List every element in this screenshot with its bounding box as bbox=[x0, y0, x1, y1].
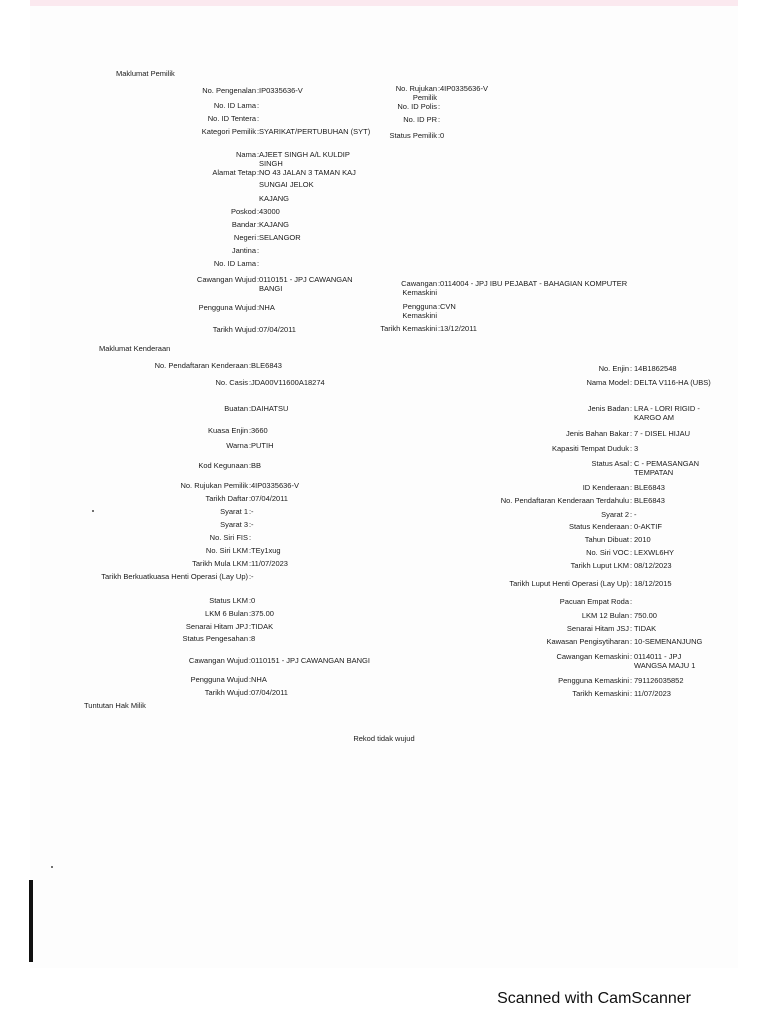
field-colon: : bbox=[438, 102, 441, 111]
field-label: Pacuan Empat Roda bbox=[559, 597, 629, 606]
field-colon: : bbox=[630, 444, 633, 453]
field-value: 10-SEMENANJUNG bbox=[634, 637, 703, 646]
field-label: No. ID Lama bbox=[213, 259, 256, 268]
field-colon: : bbox=[257, 207, 260, 216]
field-value: 375.00 bbox=[251, 609, 274, 618]
field-value: - bbox=[251, 572, 254, 581]
field-colon: : bbox=[249, 378, 252, 387]
section-claim-title: Tuntutan Hak Milik bbox=[84, 701, 146, 710]
field-label: No. Casis bbox=[215, 378, 248, 387]
field-label: Pengguna Wujud bbox=[198, 303, 256, 312]
field-colon: : bbox=[249, 441, 252, 450]
field-label: Kawasan Pengisytiharan bbox=[546, 637, 629, 646]
claim-message: Rekod tidak wujud bbox=[353, 734, 415, 743]
field-label: No. ID Lama bbox=[213, 101, 256, 110]
field-label: Syarat 1 bbox=[220, 507, 248, 516]
field-colon: : bbox=[249, 688, 252, 697]
field-colon: : bbox=[630, 611, 633, 620]
field-colon: : bbox=[630, 561, 633, 570]
field-colon: : bbox=[257, 325, 260, 334]
field-value: BLE6843 bbox=[634, 496, 665, 505]
field-label: Syarat 2 bbox=[601, 510, 629, 519]
field-label: Tarikh Mula LKM bbox=[192, 559, 248, 568]
field-label: No. ID Tentera bbox=[207, 114, 256, 123]
field-value: 4IP0335636-V bbox=[251, 481, 299, 490]
field-label: Jenis Bahan Bakar bbox=[566, 429, 629, 438]
field-colon: : bbox=[257, 86, 260, 95]
field-value: DELTA V116-HA (UBS) bbox=[634, 378, 711, 387]
field-value: 8 bbox=[251, 634, 256, 643]
field-colon: : bbox=[249, 596, 252, 605]
field-colon: : bbox=[630, 404, 633, 413]
field-value: 43000 bbox=[259, 207, 280, 216]
field-label: Tarikh Daftar bbox=[205, 494, 248, 503]
field-value: 0110151 - JPJ CAWANGAN BANGI bbox=[251, 656, 370, 665]
field-label: LKM 12 Bulan bbox=[581, 611, 629, 620]
field-colon: : bbox=[630, 496, 633, 505]
field-value: NO 43 JALAN 3 TAMAN KAJ bbox=[259, 168, 356, 177]
field-label: No. Rujukan Pemilik bbox=[395, 84, 437, 102]
field-label: Negeri bbox=[233, 233, 256, 242]
field-value: 18/12/2015 bbox=[634, 579, 672, 588]
field-value: DAIHATSU bbox=[251, 404, 289, 413]
field-label: No. Pendaftaran Kenderaan bbox=[154, 361, 248, 370]
camscanner-watermark: Scanned with CamScanner bbox=[497, 990, 691, 1007]
field-value: LRA - LORI RIGID - KARGO AM bbox=[634, 404, 700, 422]
field-colon: : bbox=[630, 548, 633, 557]
field-label: Tarikh Wujud bbox=[204, 688, 248, 697]
field-label: Pengguna Kemaskini bbox=[558, 676, 629, 685]
field-label: Cawangan Kemaskini bbox=[401, 279, 437, 297]
field-value: SELANGOR bbox=[259, 233, 301, 242]
field-value: 07/04/2011 bbox=[259, 325, 296, 334]
field-value: 07/04/2011 bbox=[251, 494, 288, 503]
field-value: AJEET SINGH A/L KULDIP SINGH bbox=[259, 150, 350, 168]
field-colon: : bbox=[630, 510, 633, 519]
field-colon: : bbox=[630, 597, 633, 606]
field-label: Tarikh Kemaskini bbox=[380, 324, 437, 333]
field-colon: : bbox=[630, 637, 633, 646]
field-value: BLE6843 bbox=[634, 483, 665, 492]
field-colon: : bbox=[249, 461, 252, 470]
field-colon: : bbox=[630, 535, 633, 544]
field-value: 08/12/2023 bbox=[634, 561, 672, 570]
field-value: TIDAK bbox=[634, 624, 657, 633]
field-label: Bandar bbox=[231, 220, 256, 229]
field-colon: : bbox=[249, 404, 252, 413]
field-value: BLE6843 bbox=[251, 361, 282, 370]
field-colon: : bbox=[630, 676, 633, 685]
field-label: Nama Model bbox=[586, 378, 629, 387]
field-colon: : bbox=[257, 303, 260, 312]
field-value: 0 bbox=[440, 131, 445, 140]
field-value: JDA00V11600A18274 bbox=[251, 378, 325, 387]
field-colon: : bbox=[438, 131, 441, 140]
field-value: BB bbox=[251, 461, 262, 470]
field-colon: : bbox=[630, 624, 633, 633]
field-value: SUNGAI JELOK bbox=[259, 180, 314, 189]
field-colon: : bbox=[630, 429, 633, 438]
field-colon: : bbox=[249, 675, 252, 684]
field-label: Pengguna Wujud bbox=[190, 675, 248, 684]
field-label: Tahun Dibuat bbox=[584, 535, 629, 544]
field-colon: : bbox=[630, 689, 633, 698]
field-label: Jantina bbox=[231, 246, 256, 255]
field-label: No. Pendaftaran Kenderaan Terdahulu bbox=[500, 496, 629, 505]
field-label: Kuasa Enjin bbox=[207, 426, 248, 435]
field-label: Tarikh Luput LKM bbox=[570, 561, 629, 570]
field-colon: : bbox=[249, 656, 252, 665]
field-value: KAJANG bbox=[259, 194, 290, 203]
field-colon: : bbox=[249, 494, 252, 503]
field-label: Status LKM bbox=[209, 596, 248, 605]
field-value: 3 bbox=[634, 444, 639, 453]
field-value: SYARIKAT/PERTUBUHAN (SYT) bbox=[259, 127, 371, 136]
field-label: Tarikh Berkuatkuasa Henti Operasi (Lay Up) bbox=[101, 572, 248, 581]
field-label: No. Enjin bbox=[598, 364, 629, 373]
section-owner-title: Maklumat Pemilik bbox=[116, 69, 175, 78]
scan-speck bbox=[92, 510, 94, 512]
field-label: Tarikh Kemaskini bbox=[572, 689, 629, 698]
field-label: Nama bbox=[235, 150, 256, 159]
field-colon: : bbox=[257, 150, 260, 159]
field-colon: : bbox=[438, 279, 441, 288]
field-value: - bbox=[251, 507, 254, 516]
field-colon: : bbox=[249, 533, 252, 542]
field-colon: : bbox=[249, 546, 252, 555]
field-label: Alamat Tetap bbox=[212, 168, 256, 177]
field-colon: : bbox=[249, 559, 252, 568]
field-label: No. Siri FIS bbox=[209, 533, 248, 542]
field-value: PUTIH bbox=[251, 441, 274, 450]
field-label: Cawangan Wujud bbox=[196, 275, 256, 284]
field-colon: : bbox=[249, 609, 252, 618]
field-label: Status Asal bbox=[591, 459, 629, 468]
field-label: Cawangan Kemaskini bbox=[556, 652, 629, 661]
field-value: NHA bbox=[251, 675, 267, 684]
field-colon: : bbox=[257, 114, 260, 123]
field-label: Buatan bbox=[224, 404, 248, 413]
field-colon: : bbox=[630, 652, 633, 661]
field-value: 0110151 - JPJ CAWANGAN BANGI bbox=[259, 275, 353, 293]
field-colon: : bbox=[249, 572, 252, 581]
field-colon: : bbox=[249, 361, 252, 370]
field-colon: : bbox=[257, 168, 260, 177]
field-value: 3660 bbox=[251, 426, 268, 435]
field-colon: : bbox=[438, 84, 441, 93]
field-label: Kod Kegunaan bbox=[198, 461, 248, 470]
field-value: LEXWL6HY bbox=[634, 548, 675, 557]
field-colon: : bbox=[249, 426, 252, 435]
field-colon: : bbox=[257, 259, 260, 268]
field-label: Tarikh Wujud bbox=[212, 325, 256, 334]
field-colon: : bbox=[249, 481, 252, 490]
field-label: Jenis Badan bbox=[587, 404, 629, 413]
field-colon: : bbox=[438, 302, 441, 311]
scan-edge-mark bbox=[29, 880, 33, 962]
field-value: 11/07/2023 bbox=[251, 559, 288, 568]
field-value: 07/04/2011 bbox=[251, 688, 288, 697]
field-colon: : bbox=[257, 220, 260, 229]
field-value: 0114004 - JPJ IBU PEJABAT - BAHAGIAN KOMPUTER bbox=[440, 279, 628, 288]
field-label: Pengguna Kemaskini bbox=[402, 302, 437, 320]
field-label: Syarat 3 bbox=[220, 520, 248, 529]
field-label: Tarikh Luput Henti Operasi (Lay Up) bbox=[509, 579, 629, 588]
field-label: ID Kenderaan bbox=[582, 483, 629, 492]
field-label: Status Pengesahan bbox=[182, 634, 248, 643]
field-value: TIDAK bbox=[251, 622, 274, 631]
field-label: Status Kenderaan bbox=[568, 522, 629, 531]
field-label: No. ID Polis bbox=[397, 102, 437, 111]
field-colon: : bbox=[257, 246, 260, 255]
field-value: 2010 bbox=[634, 535, 651, 544]
field-value: 0114011 - JPJ WANGSA MAJU 1 bbox=[634, 652, 696, 670]
field-label: Cawangan Wujud bbox=[188, 656, 248, 665]
field-label: Senarai Hitam JPJ bbox=[185, 622, 248, 631]
field-value: C - PEMASANGAN TEMPATAN bbox=[634, 459, 700, 477]
field-label: LKM 6 Bulan bbox=[205, 609, 248, 618]
field-label: Poskod bbox=[230, 207, 256, 216]
field-label: No. Siri VOC bbox=[586, 548, 629, 557]
field-value: 7 - DISEL HIJAU bbox=[634, 429, 690, 438]
section-vehicle-title: Maklumat Kenderaan bbox=[99, 344, 171, 353]
field-colon: : bbox=[257, 233, 260, 242]
field-value: IP0335636-V bbox=[259, 86, 303, 95]
field-value: 4IP0335636-V bbox=[440, 84, 488, 93]
field-colon: : bbox=[630, 522, 633, 531]
field-colon: : bbox=[438, 115, 441, 124]
field-colon: : bbox=[630, 378, 633, 387]
field-colon: : bbox=[438, 324, 441, 333]
field-value: 0 bbox=[251, 596, 256, 605]
field-colon: : bbox=[249, 520, 252, 529]
field-label: No. Pengenalan bbox=[202, 86, 256, 95]
field-colon: : bbox=[257, 101, 260, 110]
field-label: Kategori Pemilik bbox=[201, 127, 256, 136]
field-value: NHA bbox=[259, 303, 275, 312]
field-value: 11/07/2023 bbox=[634, 689, 671, 698]
field-colon: : bbox=[249, 507, 252, 516]
field-value: TEy1xug bbox=[251, 546, 281, 555]
field-value: 14B1862548 bbox=[634, 364, 677, 373]
field-colon: : bbox=[630, 459, 633, 468]
field-colon: : bbox=[257, 275, 260, 284]
field-value: 13/12/2011 bbox=[440, 324, 477, 333]
field-value: 0-AKTIF bbox=[634, 522, 662, 531]
field-colon: : bbox=[630, 364, 633, 373]
field-value: - bbox=[634, 510, 637, 519]
field-label: Kapasiti Tempat Duduk bbox=[552, 444, 629, 453]
field-value: - bbox=[251, 520, 254, 529]
field-label: Senarai Hitam JSJ bbox=[566, 624, 629, 633]
field-colon: : bbox=[257, 127, 260, 136]
field-label: Status Pemilik bbox=[389, 131, 437, 140]
field-value: 750.00 bbox=[634, 611, 657, 620]
field-value: 791126035852 bbox=[634, 676, 684, 685]
scan-speck bbox=[51, 866, 53, 868]
field-label: No. Siri LKM bbox=[205, 546, 248, 555]
field-value: KAJANG bbox=[259, 220, 290, 229]
field-label: No. ID PR bbox=[403, 115, 437, 124]
field-label: No. Rujukan Pemilik bbox=[180, 481, 248, 490]
field-label: Warna bbox=[226, 441, 248, 450]
field-colon: : bbox=[249, 634, 252, 643]
field-value: CVN bbox=[440, 302, 456, 311]
field-colon: : bbox=[249, 622, 252, 631]
field-colon: : bbox=[630, 483, 633, 492]
field-colon: : bbox=[630, 579, 633, 588]
